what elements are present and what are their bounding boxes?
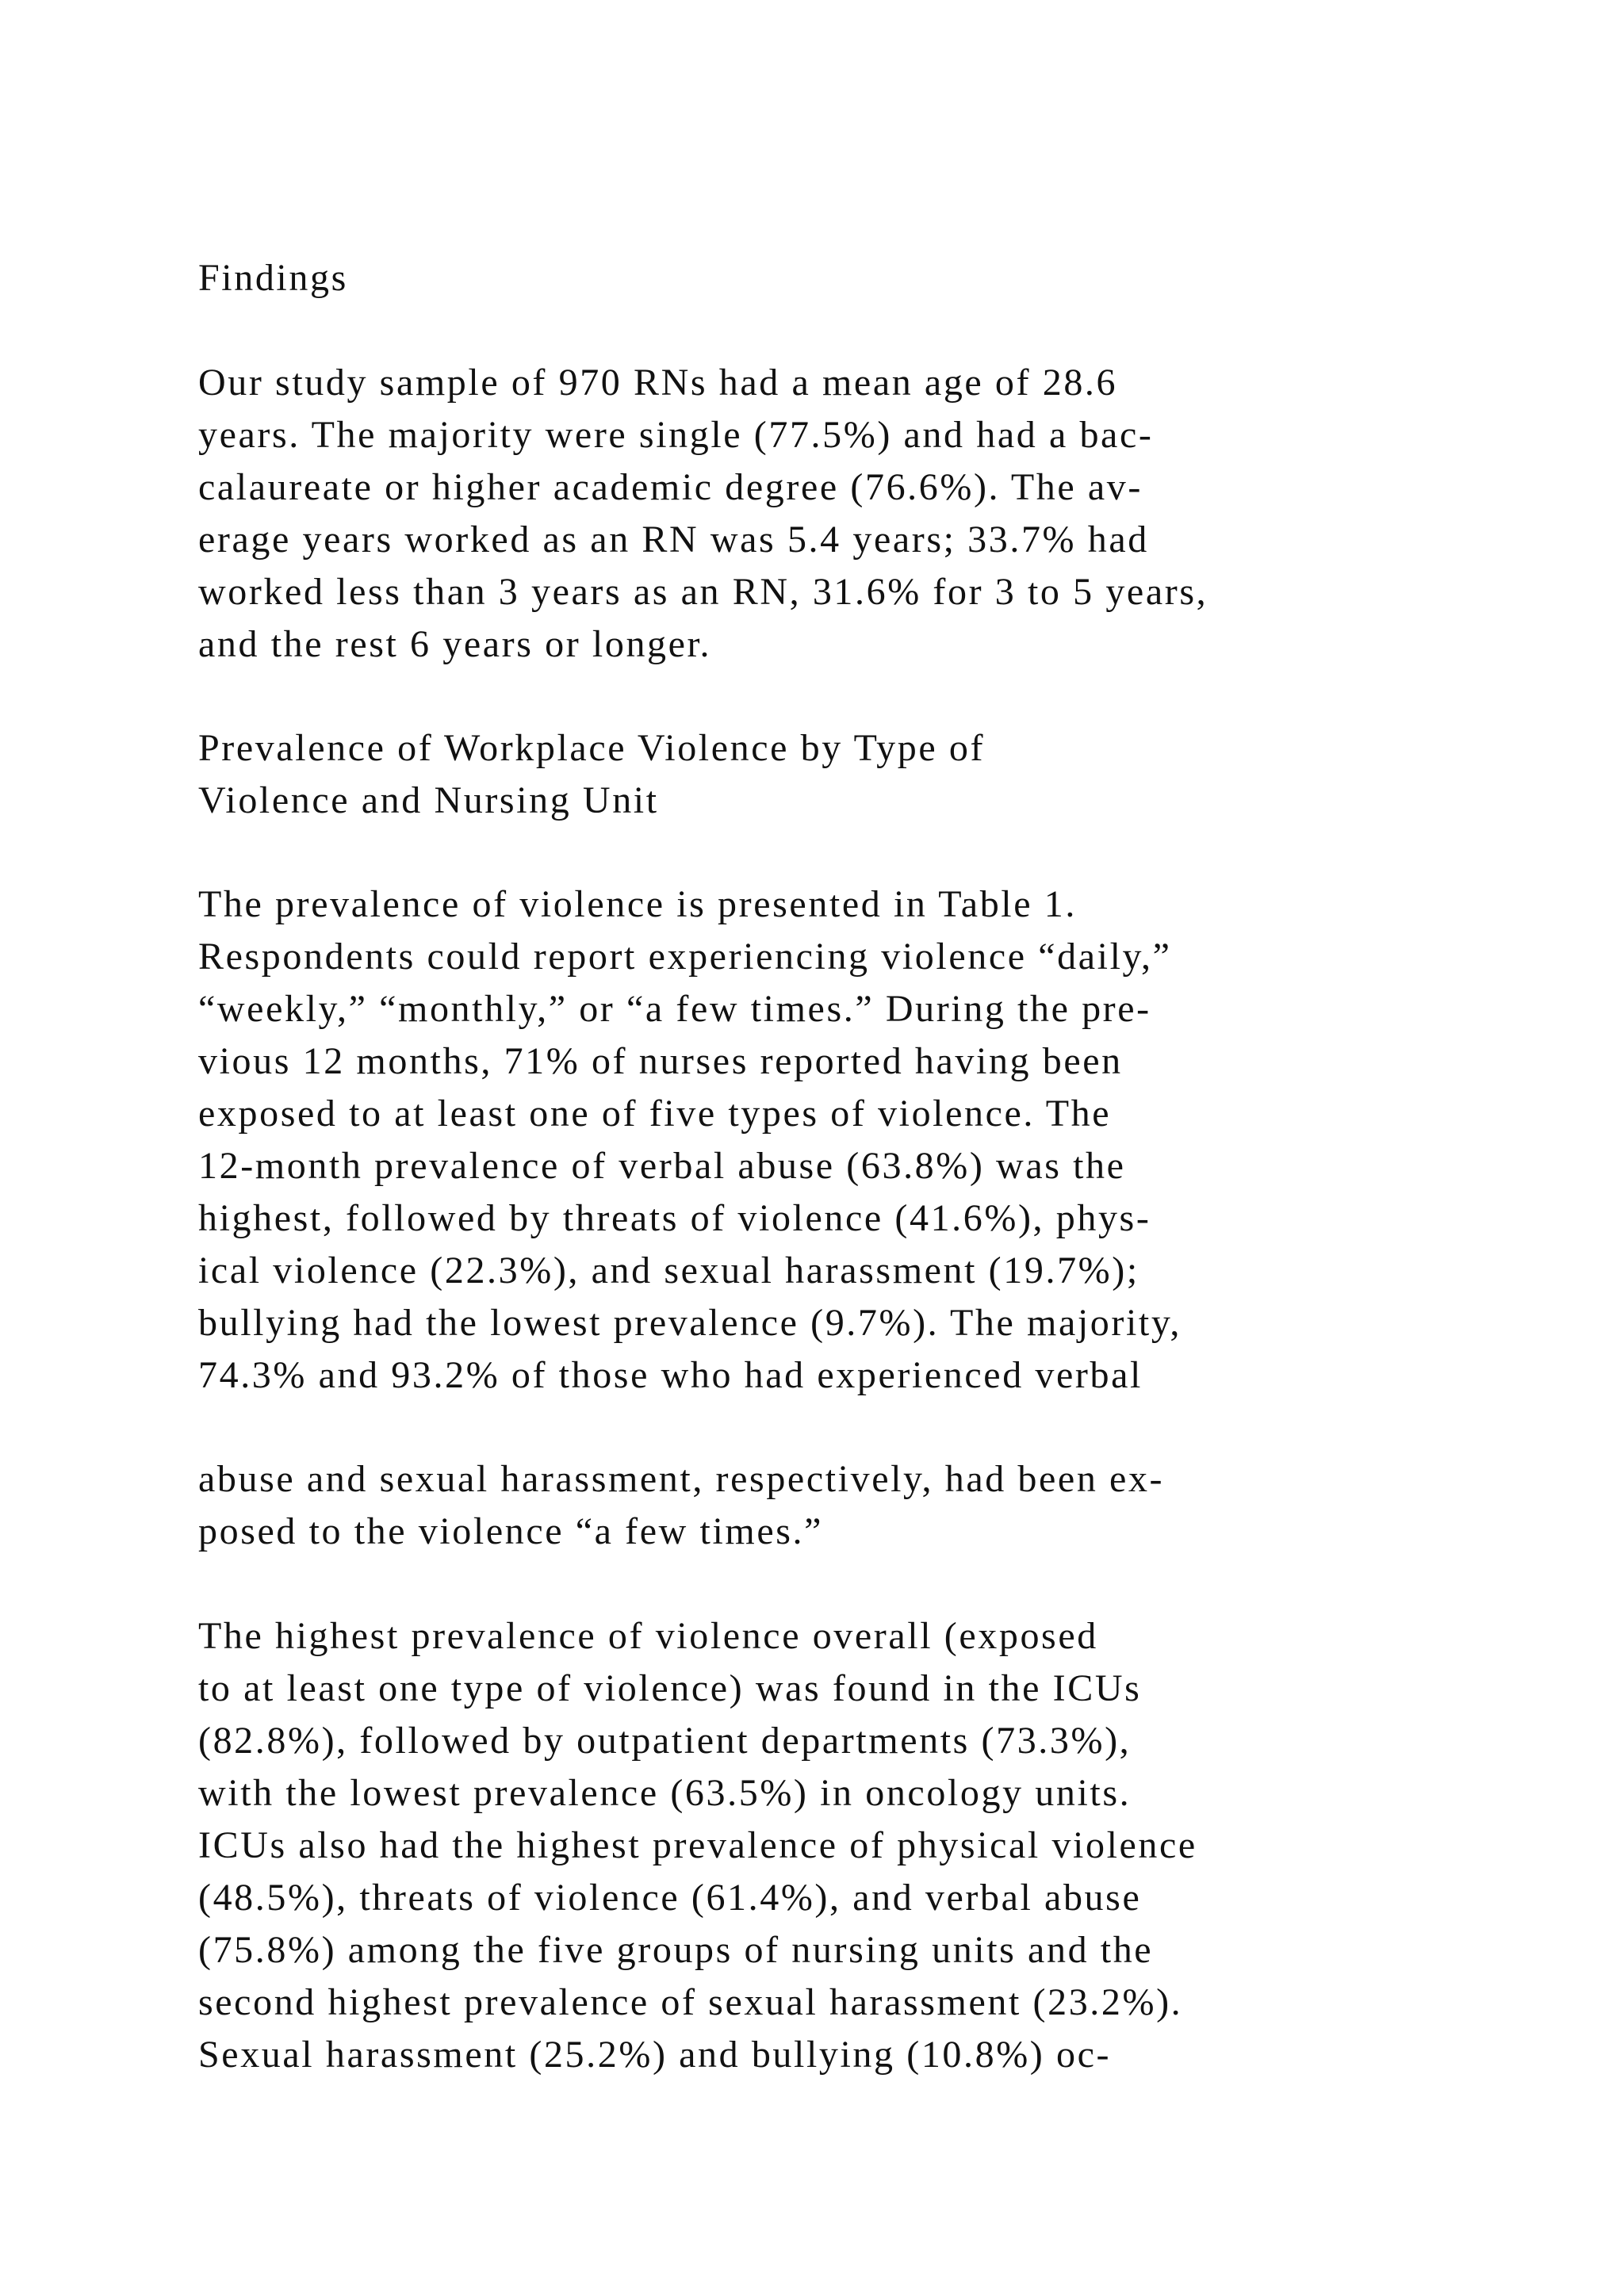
text-line: second highest prevalence of sexual harassment (23.2%). [198, 1981, 1183, 2023]
text-line: Respondents could report experiencing violence “daily,” [198, 936, 1172, 978]
section-heading: Findings [198, 257, 348, 299]
text-line: ical violence (22.3%), and sexual harassment (19.7%); [198, 1249, 1139, 1292]
text-line: The highest prevalence of violence overall (exposed [198, 1615, 1098, 1657]
text-line: posed to the violence “a few times.” [198, 1510, 824, 1552]
text-line: (82.8%), followed by outpatient departments (73.3%), [198, 1720, 1132, 1762]
text-line: worked less than 3 years as an RN, 31.6% for 3 to 5 years, [198, 571, 1208, 613]
text-line: Sexual harassment (25.2%) and bullying (10.8%) oc- [198, 2034, 1112, 2076]
text-line: with the lowest prevalence (63.5%) in oncology units. [198, 1772, 1132, 1814]
text-line: (75.8%) among the five groups of nursing units and the [198, 1929, 1154, 1971]
text-line: ICUs also had the highest prevalence of physical violence [198, 1824, 1197, 1866]
text-line: years. The majority were single (77.5%) and had a bac- [198, 414, 1154, 456]
text-line: 74.3% and 93.2% of those who had experienced verbal [198, 1354, 1143, 1396]
text-line: erage years worked as an RN was 5.4 years; 33.7% had [198, 519, 1149, 561]
text-line: The prevalence of violence is presented in Table 1. [198, 883, 1077, 925]
text-line: 12-month prevalence of verbal abuse (63.8%) was the [198, 1145, 1126, 1187]
text-line: to at least one type of violence) was found in the ICUs [198, 1667, 1142, 1709]
text-line: highest, followed by threats of violence (41.6%), phys- [198, 1197, 1151, 1239]
text-line: Our study sample of 970 RNs had a mean age of 28.6 [198, 362, 1118, 404]
text-line: and the rest 6 years or longer. [198, 623, 712, 665]
text-line: calaureate or higher academic degree (76.6%). The av- [198, 466, 1143, 508]
subheading-line: Prevalence of Workplace Violence by Type of [198, 727, 986, 769]
text-line: “weekly,” “monthly,” or “a few times.” During the pre- [198, 988, 1151, 1030]
text-line: vious 12 months, 71% of nurses reported having been [198, 1040, 1123, 1082]
subheading-line: Violence and Nursing Unit [198, 779, 659, 821]
text-line: abuse and sexual harassment, respectively, had been ex- [198, 1458, 1165, 1500]
text-line: bullying had the lowest prevalence (9.7%). The majority, [198, 1302, 1182, 1344]
text-line: (48.5%), threats of violence (61.4%), and verbal abuse [198, 1877, 1142, 1919]
text-line: exposed to at least one of five types of violence. The [198, 1093, 1112, 1135]
